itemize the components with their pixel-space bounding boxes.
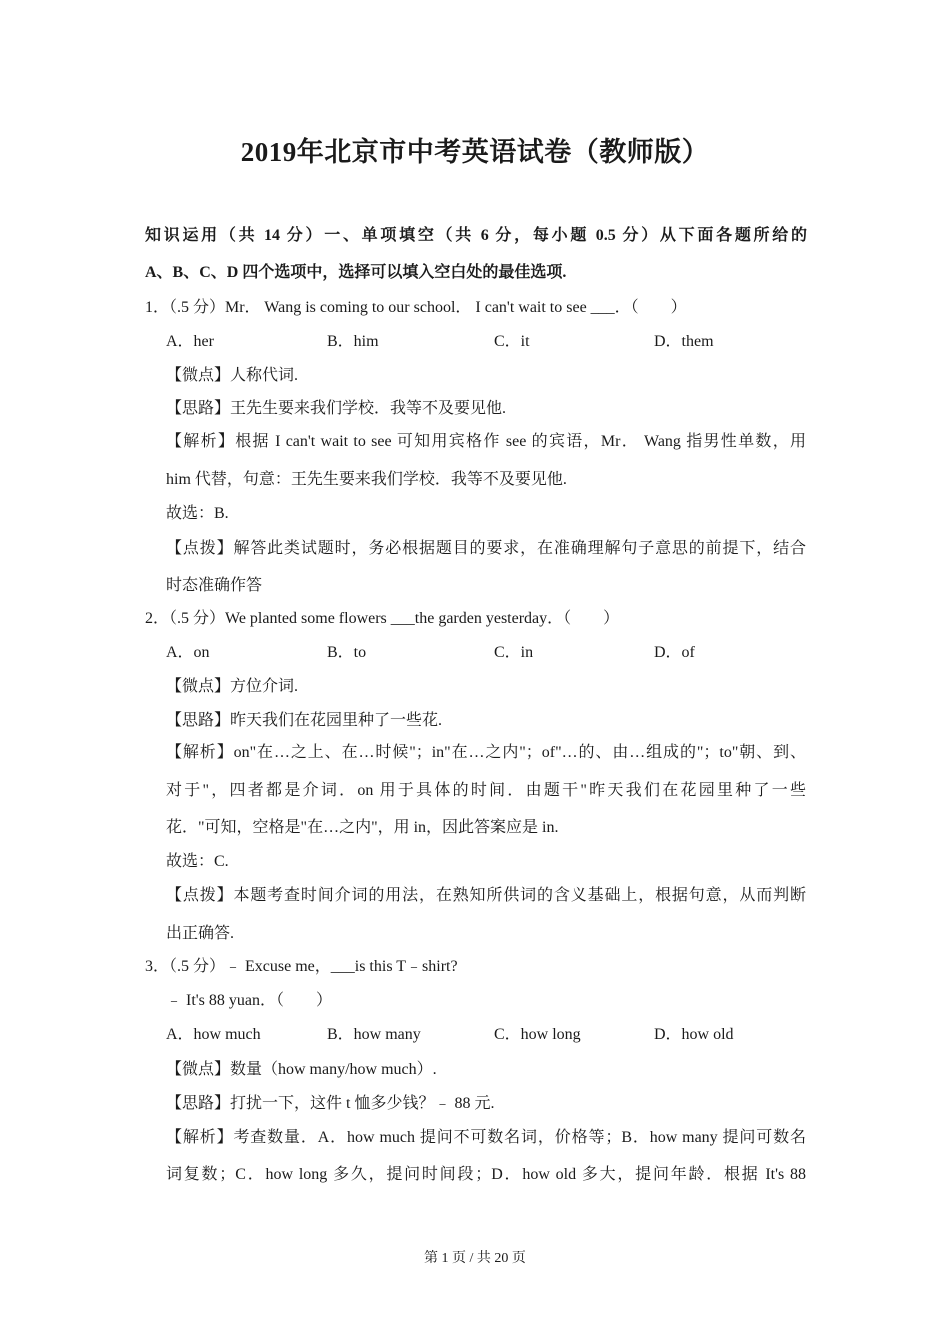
question-1-answer: 故选：B. [166,505,229,522]
question-2-weidian: 【微点】方位介词. [166,678,299,695]
section-intro-line-2: A、B、C、D 四个选项中，选择可以填入空白处的最佳选项. [145,264,567,281]
question-3-option-a: A．how much [166,1026,261,1043]
question-3-stem: 3．（.5 分）﹣ Excuse me，___is this T﹣shirt? [145,958,458,975]
question-2-dianbo-line-2: 出正确答. [166,925,235,942]
page-footer: 第 1 页 / 共 20 页 [424,1251,526,1266]
question-2-jiexi-line-2: 对于"，四者都是介词．on 用于具体的时间．由题干"昨天我们在花园里种了一些 [166,782,806,799]
question-1-option-a: A．her [166,333,214,350]
question-1-weidian: 【微点】人称代词. [166,367,299,384]
question-3-option-b: B．how many [327,1026,421,1043]
question-2-jiexi-line-3: 花．"可知，空格是"在…之内"，用 in，因此答案应是 in. [166,819,559,836]
question-2-option-d: D．of [654,644,695,661]
question-2-answer: 故选：C. [166,853,229,870]
question-3-stem-line-2: ﹣ It's 88 yuan．（ ） [166,992,332,1009]
question-2-jiexi-line-1: 【解析】on"在…之上、在…时候"；in"在…之内"；of"…的、由…组成的"；to"朝、到、 [166,744,806,761]
question-3-jiexi-line-1: 【解析】考查数量．A．how much 提问不可数名词，价格等；B．how many 提问可数名 [166,1129,806,1146]
question-1-dianbo-line-1: 【点拨】解答此类试题时，务必根据题目的要求，在准确理解句子意思的前提下，结合 [166,540,806,557]
question-1-silu: 【思路】王先生要来我们学校．我等不及要见他. [166,400,507,417]
question-2-option-b: B．to [327,644,367,661]
question-3-option-c: C．how long [494,1026,581,1043]
question-3-option-d: D．how old [654,1026,734,1043]
question-1-option-c: C．it [494,333,530,350]
question-1-option-b: B．him [327,333,379,350]
section-intro-line-1: 知识运用（共 14 分）一、单项填空（共 6 分，每小题 0.5 分）从下面各题所给的 [145,227,807,244]
question-1-dianbo-line-2: 时态准确作答 [166,577,263,594]
question-1-jiexi-line-2: him 代替，句意：王先生要来我们学校．我等不及要见他. [166,471,567,488]
question-2-stem: 2．（.5 分）We planted some flowers ___the garden yesterday．（ ） [145,610,620,627]
question-3-jiexi-line-2: 词复数；C．how long 多久，提问时间段；D．how old 多大，提问年龄．根据 It's 88 [166,1166,806,1183]
question-2-dianbo-line-1: 【点拨】本题考查时间介词的用法，在熟知所供词的含义基础上，根据句意，从而判断 [166,887,806,904]
question-1-option-d: D．them [654,333,714,350]
question-3-silu: 【思路】打扰一下，这件 t 恤多少钱？﹣ 88 元. [166,1095,495,1112]
page-title: 2019年北京市中考英语试卷（教师版） [240,137,710,167]
question-2-option-c: C．in [494,644,534,661]
question-3-weidian: 【微点】数量（how many/how much）. [166,1061,437,1078]
question-2-silu: 【思路】昨天我们在花园里种了一些花. [166,712,443,729]
question-1-stem: 1．（.5 分）Mr． Wang is coming to our school． I can't wait to see ___．（ ） [145,299,687,316]
question-2-option-a: A．on [166,644,210,661]
question-1-jiexi-line-1: 【解析】根据 I can't wait to see 可知用宾格作 see 的宾语，Mr． Wang 指男性单数，用 [166,433,806,450]
